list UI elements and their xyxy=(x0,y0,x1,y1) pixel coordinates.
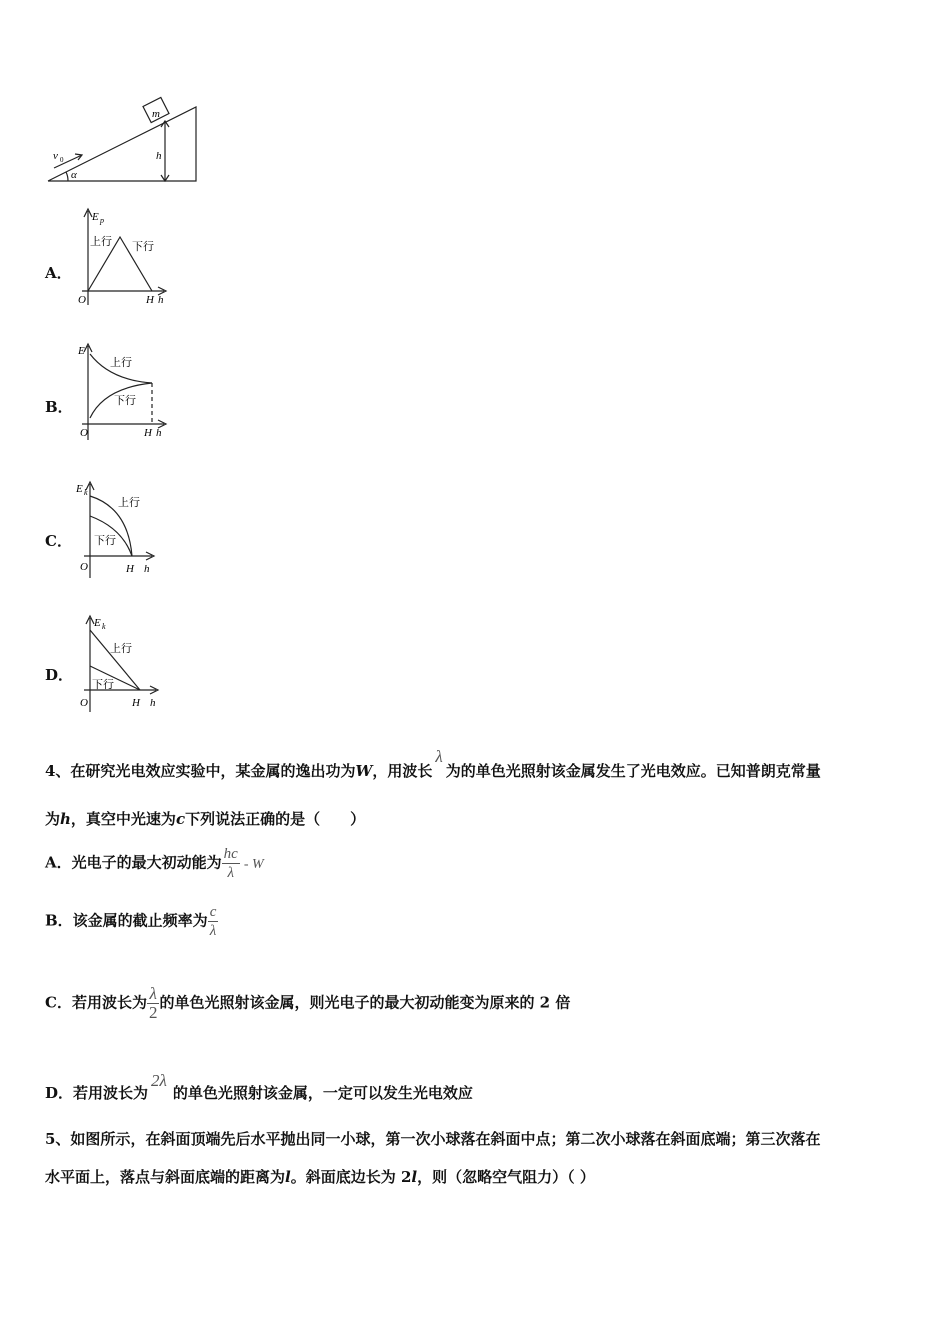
angle-label: α xyxy=(71,169,77,181)
incline-figure xyxy=(40,95,210,190)
q4-option-d[interactable]: D．若用波长为2λ的单色光照射该金属，一定可以发生光电效应 xyxy=(45,1071,473,1102)
svg-text:上行: 上行 xyxy=(110,357,132,369)
svg-text:下行: 下行 xyxy=(114,395,136,407)
q4-stem-line2: 为h，真空中光速为c下列说法正确的是（ ） xyxy=(45,810,366,828)
svg-text:k: k xyxy=(84,488,88,497)
svg-text:E: E xyxy=(76,483,83,495)
v0-sub: 0 xyxy=(60,156,64,164)
option-b-label[interactable]: B． xyxy=(45,398,73,416)
svg-text:h: h xyxy=(158,294,164,306)
svg-text:h: h xyxy=(150,697,156,709)
svg-text:H: H xyxy=(144,427,152,439)
svg-text:H: H xyxy=(132,697,140,709)
q5-stem-line1: 5、如图所示，在斜面顶端先后水平抛出同一小球，第一次小球落在斜面中点；第二次小球落在斜面底端；第三次落在 xyxy=(45,1130,821,1148)
q4-option-c[interactable]: C．若用波长为 $\frac{\lambda}{2}$ 的单色光照射该金属，则光电子的最大初动能变为原来的 2 倍 xyxy=(45,984,571,1022)
v0-label: v xyxy=(53,150,58,162)
svg-text:E: E xyxy=(94,617,101,629)
svg-text:下行: 下行 xyxy=(94,535,116,547)
option-c-label[interactable]: C． xyxy=(45,532,72,550)
svg-text:O: O xyxy=(80,697,88,709)
graph-a xyxy=(72,205,182,310)
svg-text:p: p xyxy=(100,216,104,225)
svg-text:上行: 上行 xyxy=(118,497,140,509)
q4-stem-line1: 4、在研究光电效应实验中，某金属的逸出功为W，用波长λ为的单色光照射该金属发生了光电效应。已知普朗克常量 xyxy=(45,747,821,780)
svg-text:下行: 下行 xyxy=(92,679,114,691)
q4-option-b[interactable]: B．该金属的截止频率为 $\frac{c}{\lambda}$ xyxy=(45,904,217,939)
q5-stem-line2: 水平面上，落点与斜面底端的距离为l。斜面底边长为 2l，则（忽略空气阻力）（ ） xyxy=(45,1168,595,1186)
lambda-symbol: λ xyxy=(435,747,443,766)
q4-option-a[interactable]: A．光电子的最大初动能为 $\frac{hc}{\lambda}$ - W xyxy=(45,846,264,881)
svg-text:上行: 上行 xyxy=(90,236,112,248)
graph-d xyxy=(72,612,182,717)
svg-text:h: h xyxy=(144,563,150,575)
option-a-label[interactable]: A． xyxy=(45,264,72,282)
svg-text:k: k xyxy=(102,622,106,631)
graph-b xyxy=(72,340,182,445)
svg-text:上行: 上行 xyxy=(110,643,132,655)
svg-text:O: O xyxy=(78,294,86,306)
svg-text:E: E xyxy=(92,211,99,223)
svg-text:H: H xyxy=(146,294,154,306)
option-d-label[interactable]: D． xyxy=(45,666,74,684)
graph-c xyxy=(72,478,182,583)
svg-text:h: h xyxy=(156,427,162,439)
svg-text:H: H xyxy=(126,563,134,575)
svg-text:O: O xyxy=(80,427,88,439)
svg-text:E: E xyxy=(78,345,85,357)
height-label: h xyxy=(156,150,162,162)
svg-text:O: O xyxy=(80,561,88,573)
mass-label: m xyxy=(152,108,160,120)
svg-text:下行: 下行 xyxy=(132,241,154,253)
